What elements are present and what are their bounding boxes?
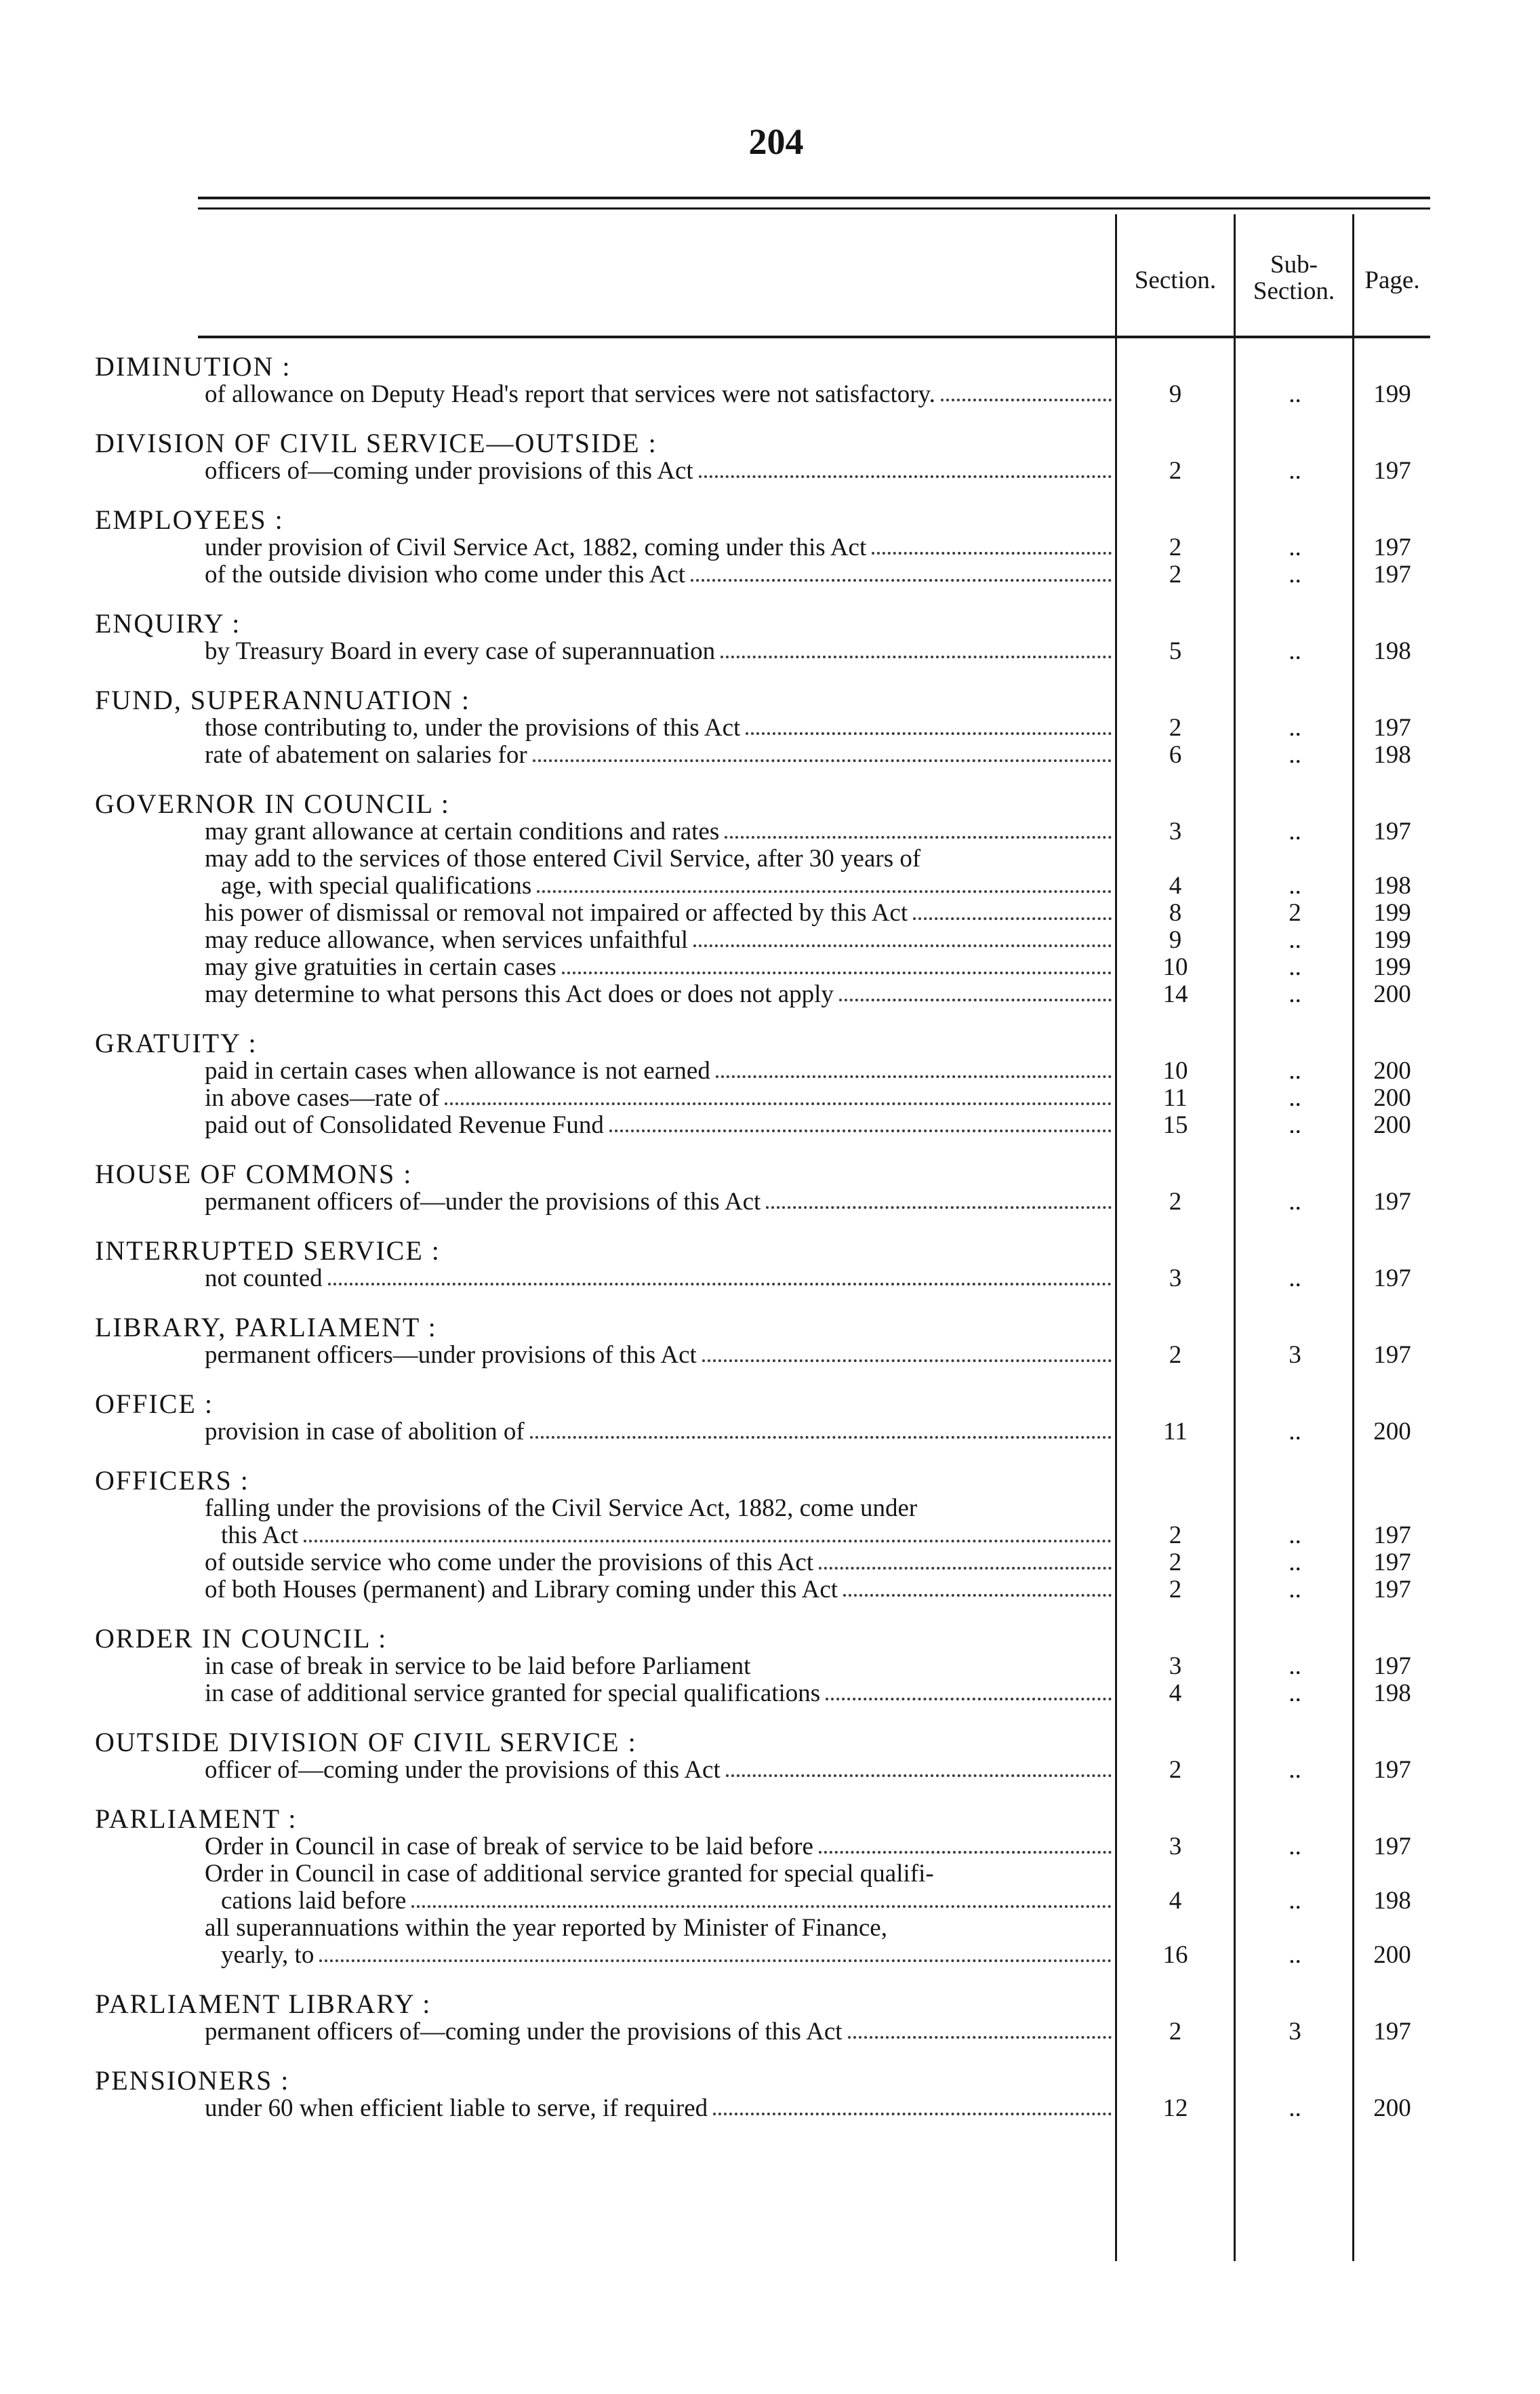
subsection-ref: .. <box>1289 1111 1301 1139</box>
subsection-ref: .. <box>1289 1941 1301 1969</box>
entry-heading: DIVISION OF CIVIL SERVICE—OUTSIDE : <box>95 428 657 458</box>
entry-heading: PARLIAMENT : <box>95 1803 298 1834</box>
subsection-ref: .. <box>1289 1679 1301 1707</box>
entry-line-text: under 60 when efficient liable to serve, if required <box>205 2095 708 2122</box>
subsection-ref: .. <box>1289 1887 1301 1915</box>
entry-heading: OUTSIDE DIVISION OF CIVIL SERVICE : <box>95 1727 637 1757</box>
page-ref: 200 <box>1373 1084 1411 1112</box>
entry-line-text: not counted <box>205 1265 323 1292</box>
section-ref: 11 <box>1163 1084 1188 1112</box>
section-ref: 11 <box>1163 1418 1188 1445</box>
index-entry <box>0 610 1540 665</box>
index-entry <box>0 1467 1540 1603</box>
entry-line-text: those contributing to, under the provisions of this Act <box>205 715 741 742</box>
index-entry <box>0 429 1540 485</box>
dot-leader <box>537 890 1112 893</box>
page-ref: 197 <box>1373 1652 1411 1680</box>
entry-line-text: paid in certain cases when allowance is not earned <box>205 1058 710 1085</box>
subsection-ref: .. <box>1289 2094 1301 2122</box>
entry-line <box>0 818 1540 845</box>
entry-line-text: falling under the provisions of the Civil Service Act, 1882, come under <box>205 1495 918 1522</box>
entry-line-text: permanent officers of—coming under the provisions of this Act <box>205 2018 843 2046</box>
entry-line-text: may reduce allowance, when services unfaithful <box>205 927 688 954</box>
page-ref: 199 <box>1373 899 1411 927</box>
section-ref: 2 <box>1169 714 1182 742</box>
page-ref: 197 <box>1373 1756 1411 1784</box>
subsection-ref: 3 <box>1289 2018 1301 2046</box>
dot-leader <box>819 1567 1112 1570</box>
section-ref: 16 <box>1162 1941 1188 1969</box>
header-rule <box>198 336 1430 338</box>
subsection-ref: .. <box>1289 534 1301 561</box>
index-entry <box>0 1990 1540 2046</box>
dot-leader <box>691 579 1112 582</box>
entry-heading: LIBRARY, PARLIAMENT : <box>95 1312 437 1342</box>
section-column-header: Section. <box>1134 266 1217 294</box>
subsection-ref: .. <box>1289 714 1301 742</box>
entry-heading: FUND, SUPERANNUATION : <box>95 685 471 715</box>
dot-leader <box>702 1359 1112 1362</box>
page-ref: 197 <box>1373 1341 1411 1369</box>
section-ref: 14 <box>1162 980 1188 1008</box>
dot-leader <box>726 1774 1112 1777</box>
dot-leader <box>530 1436 1112 1439</box>
dot-leader <box>913 917 1112 920</box>
entry-line <box>0 927 1540 954</box>
section-ref: 2 <box>1169 1521 1182 1549</box>
entry-line <box>0 1058 1540 1085</box>
entry-heading: DIMINUTION : <box>95 351 291 382</box>
subsection-ref: .. <box>1289 1057 1301 1085</box>
page-ref: 198 <box>1373 637 1411 665</box>
page-ref: 197 <box>1373 714 1411 742</box>
subsection-ref: .. <box>1289 1756 1301 1784</box>
section-ref: 2 <box>1169 561 1182 588</box>
index-entry <box>0 353 1540 408</box>
subsection-ref: .. <box>1289 1652 1301 1680</box>
dot-leader <box>716 1075 1112 1078</box>
entry-line-text: may add to the services of those entered Civil Service, after 30 years of <box>205 845 921 873</box>
entry-heading: ENQUIRY : <box>95 608 241 639</box>
page-ref: 198 <box>1373 1679 1411 1707</box>
entry-line <box>0 845 1540 873</box>
dot-leader <box>819 1851 1112 1854</box>
subsection-ref: .. <box>1289 953 1301 981</box>
section-ref: 2 <box>1169 1188 1182 1216</box>
subsection-ref: .. <box>1289 1576 1301 1603</box>
subsection-ref: .. <box>1289 380 1301 408</box>
subsection-ref: .. <box>1289 1188 1301 1216</box>
page-ref: 199 <box>1373 953 1411 981</box>
page-ref: 200 <box>1373 1111 1411 1139</box>
entry-heading: ORDER IN COUNCIL : <box>95 1623 388 1654</box>
entry-line <box>0 742 1540 769</box>
top-rule <box>198 197 1430 199</box>
entry-line <box>0 1085 1540 1112</box>
section-ref: 2 <box>1169 1576 1182 1603</box>
subsection-ref: .. <box>1289 1521 1301 1549</box>
entry-line-text: this Act <box>221 1522 299 1549</box>
section-ref: 15 <box>1162 1111 1188 1139</box>
section-ref: 10 <box>1162 1057 1188 1085</box>
entry-line-text: of both Houses (permanent) and Library coming under this Act <box>205 1576 838 1603</box>
dot-leader <box>725 836 1112 839</box>
page-ref: 197 <box>1373 1264 1411 1292</box>
page-ref: 197 <box>1373 1521 1411 1549</box>
entry-heading: GOVERNOR IN COUNCIL : <box>95 789 450 819</box>
page-ref: 200 <box>1373 1941 1411 1969</box>
entry-heading: PENSIONERS : <box>95 2065 290 2096</box>
entry-heading: PARLIAMENT LIBRARY : <box>95 1989 432 2019</box>
index-entry <box>0 2067 1540 2122</box>
entry-line <box>0 1522 1540 1549</box>
index-entry <box>0 1805 1540 1969</box>
subsection-ref: .. <box>1289 1833 1301 1860</box>
entry-line <box>0 1495 1540 1522</box>
entry-line-text: of allowance on Deputy Head's report that services were not satisfactory. <box>205 381 935 408</box>
entry-line-text: Order in Council in case of additional service granted for special qualifi- <box>205 1860 934 1888</box>
page-ref: 198 <box>1373 872 1411 900</box>
entry-line-text: paid out of Consolidated Revenue Fund <box>205 1112 604 1139</box>
dot-leader <box>319 1959 1112 1962</box>
dot-leader <box>609 1130 1112 1132</box>
entry-line <box>0 2018 1540 2046</box>
entry-line <box>0 1265 1540 1292</box>
section-ref: 4 <box>1169 1679 1182 1707</box>
page-ref: 198 <box>1373 1887 1411 1915</box>
section-ref: 3 <box>1169 1264 1182 1292</box>
dot-leader <box>721 656 1112 658</box>
entry-line <box>0 1342 1540 1369</box>
entry-line-text: may grant allowance at certain conditions and rates <box>205 818 720 845</box>
section-ref: 5 <box>1169 637 1182 665</box>
subsection-ref: 2 <box>1289 899 1301 927</box>
entry-line-text: officers of—coming under provisions of this Act <box>205 458 693 485</box>
subsection-header-line: Section. <box>1253 277 1335 305</box>
subsection-column-header <box>1236 252 1352 304</box>
entry-line <box>0 1418 1540 1445</box>
entry-line-text: permanent officers of—under the provisions of this Act <box>205 1189 761 1216</box>
section-ref: 3 <box>1169 1652 1182 1680</box>
entry-heading: INTERRUPTED SERVICE : <box>95 1235 441 1266</box>
index-entry <box>0 506 1540 588</box>
dot-leader <box>328 1283 1112 1285</box>
entry-line <box>0 1189 1540 1216</box>
page-ref: 197 <box>1373 1188 1411 1216</box>
index-entry <box>0 1728 1540 1784</box>
subsection-ref: .. <box>1289 1418 1301 1445</box>
dot-leader <box>304 1540 1112 1542</box>
index-body <box>0 353 1540 2122</box>
entry-line <box>0 1915 1540 1942</box>
entry-line <box>0 1860 1540 1888</box>
section-ref: 6 <box>1169 741 1182 769</box>
section-ref: 2 <box>1169 2018 1182 2046</box>
section-ref: 8 <box>1169 899 1182 927</box>
entry-line <box>0 458 1540 485</box>
index-entry <box>0 1160 1540 1216</box>
entry-heading: OFFICE : <box>95 1389 214 1419</box>
entry-line-text: provision in case of abolition of <box>205 1418 525 1445</box>
subsection-ref: 3 <box>1289 1341 1301 1369</box>
page-ref: 199 <box>1373 380 1411 408</box>
entry-heading: OFFICERS : <box>95 1465 249 1496</box>
subsection-ref: .. <box>1289 1549 1301 1576</box>
page-ref: 197 <box>1373 561 1411 588</box>
index-entry <box>0 790 1540 1008</box>
section-ref: 3 <box>1169 818 1182 845</box>
dot-leader <box>693 944 1112 947</box>
index-entry <box>0 1029 1540 1139</box>
dot-leader <box>872 552 1112 555</box>
entry-line <box>0 981 1540 1008</box>
dot-leader <box>826 1698 1112 1700</box>
subsection-ref: .. <box>1289 872 1301 900</box>
entry-line <box>0 900 1540 927</box>
dot-leader <box>411 1905 1112 1908</box>
page-ref: 197 <box>1373 534 1411 561</box>
page-ref: 197 <box>1373 1833 1411 1860</box>
page-ref: 197 <box>1373 818 1411 845</box>
subsection-ref: .. <box>1289 561 1301 588</box>
entry-line <box>0 1112 1540 1139</box>
top-rule-thin <box>198 207 1430 210</box>
dot-leader <box>843 1594 1112 1597</box>
entry-line <box>0 2095 1540 2122</box>
page-ref: 200 <box>1373 2094 1411 2122</box>
entry-line-text: may determine to what persons this Act does or does not apply <box>205 981 834 1008</box>
page-ref: 199 <box>1373 926 1411 954</box>
entry-line <box>0 561 1540 588</box>
entry-line <box>0 534 1540 561</box>
entry-heading: EMPLOYEES : <box>95 504 284 535</box>
entry-line-text: yearly, to <box>221 1942 315 1969</box>
dot-leader <box>699 475 1112 478</box>
entry-line <box>0 1576 1540 1603</box>
index-entry <box>0 1390 1540 1445</box>
section-ref: 2 <box>1169 1756 1182 1784</box>
section-ref: 10 <box>1162 953 1188 981</box>
page-ref: 200 <box>1373 1418 1411 1445</box>
entry-line-text: by Treasury Board in every case of superannuation <box>205 638 716 665</box>
subsection-ref: .. <box>1289 818 1301 845</box>
entry-line <box>0 1653 1540 1680</box>
entry-heading: GRATUITY : <box>95 1028 258 1058</box>
entry-line <box>0 1549 1540 1576</box>
page-ref: 197 <box>1373 1549 1411 1576</box>
dot-leader <box>941 399 1112 401</box>
entry-line <box>0 715 1540 742</box>
section-ref: 4 <box>1169 1887 1182 1915</box>
dot-leader <box>746 732 1112 735</box>
dot-leader <box>533 759 1112 762</box>
index-entry <box>0 1313 1540 1369</box>
section-ref: 2 <box>1169 457 1182 485</box>
entry-line-text: in case of additional service granted for special qualifications <box>205 1680 821 1707</box>
subsection-ref: .. <box>1289 980 1301 1008</box>
entry-line-text: all superannuations within the year reported by Minister of Finance, <box>205 1915 887 1942</box>
subsection-ref: .. <box>1289 1084 1301 1112</box>
entry-line-text: of the outside division who come under this Act <box>205 561 686 588</box>
section-ref: 12 <box>1162 2094 1188 2122</box>
entry-heading: HOUSE OF COMMONS : <box>95 1159 413 1189</box>
entry-line <box>0 638 1540 665</box>
entry-line <box>0 1833 1540 1860</box>
section-ref: 9 <box>1169 926 1182 954</box>
entry-line-text: in case of break in service to be laid before Parliament <box>205 1653 751 1680</box>
entry-line-text: cations laid before <box>221 1888 407 1915</box>
entry-line <box>0 1680 1540 1707</box>
subsection-ref: .. <box>1289 637 1301 665</box>
section-ref: 2 <box>1169 1341 1182 1369</box>
page-ref: 200 <box>1373 980 1411 1008</box>
entry-line <box>0 1888 1540 1915</box>
entry-line <box>0 381 1540 408</box>
section-ref: 2 <box>1169 1549 1182 1576</box>
subsection-ref: .. <box>1289 741 1301 769</box>
section-ref: 3 <box>1169 1833 1182 1860</box>
entry-line-text: of outside service who come under the provisions of this Act <box>205 1549 814 1576</box>
dot-leader <box>713 2113 1112 2115</box>
entry-line <box>0 1757 1540 1784</box>
page-ref: 197 <box>1373 1576 1411 1603</box>
entry-line-text: his power of dismissal or removal not impaired or affected by this Act <box>205 900 908 927</box>
page-ref: 200 <box>1373 1057 1411 1085</box>
subsection-ref: .. <box>1289 1264 1301 1292</box>
entry-line <box>0 1942 1540 1969</box>
index-entry <box>0 1237 1540 1292</box>
entry-line <box>0 954 1540 981</box>
entry-line-text: in above cases—rate of <box>205 1085 440 1112</box>
dot-leader <box>839 999 1112 1001</box>
entry-line-text: rate of abatement on salaries for <box>205 742 527 769</box>
subsection-header-line: Sub- <box>1270 251 1318 279</box>
dot-leader <box>848 2036 1112 2039</box>
index-entry <box>0 686 1540 769</box>
page-ref: 198 <box>1373 741 1411 769</box>
subsection-ref: .. <box>1289 926 1301 954</box>
subsection-ref: .. <box>1289 457 1301 485</box>
index-entry <box>0 1624 1540 1707</box>
section-ref: 2 <box>1169 534 1182 561</box>
entry-line <box>0 873 1540 900</box>
dot-leader <box>562 972 1112 974</box>
page-ref: 197 <box>1373 457 1411 485</box>
entry-line-text: permanent officers—under provisions of this Act <box>205 1342 697 1369</box>
dot-leader <box>445 1102 1112 1105</box>
section-ref: 4 <box>1169 872 1182 900</box>
page-column-header: Page. <box>1364 266 1420 294</box>
section-ref: 9 <box>1169 380 1182 408</box>
entry-line-text: Order in Council in case of break of service to be laid before <box>205 1833 813 1860</box>
dot-leader <box>766 1206 1112 1209</box>
entry-line-text: under provision of Civil Service Act, 1882, coming under this Act <box>205 534 867 561</box>
entry-line-text: may give gratuities in certain cases <box>205 954 556 981</box>
page-ref: 197 <box>1373 2018 1411 2046</box>
page-number: 204 <box>748 121 804 162</box>
entry-line-text: officer of—coming under the provisions of this Act <box>205 1757 721 1784</box>
entry-line-text: age, with special qualifications <box>221 873 532 900</box>
